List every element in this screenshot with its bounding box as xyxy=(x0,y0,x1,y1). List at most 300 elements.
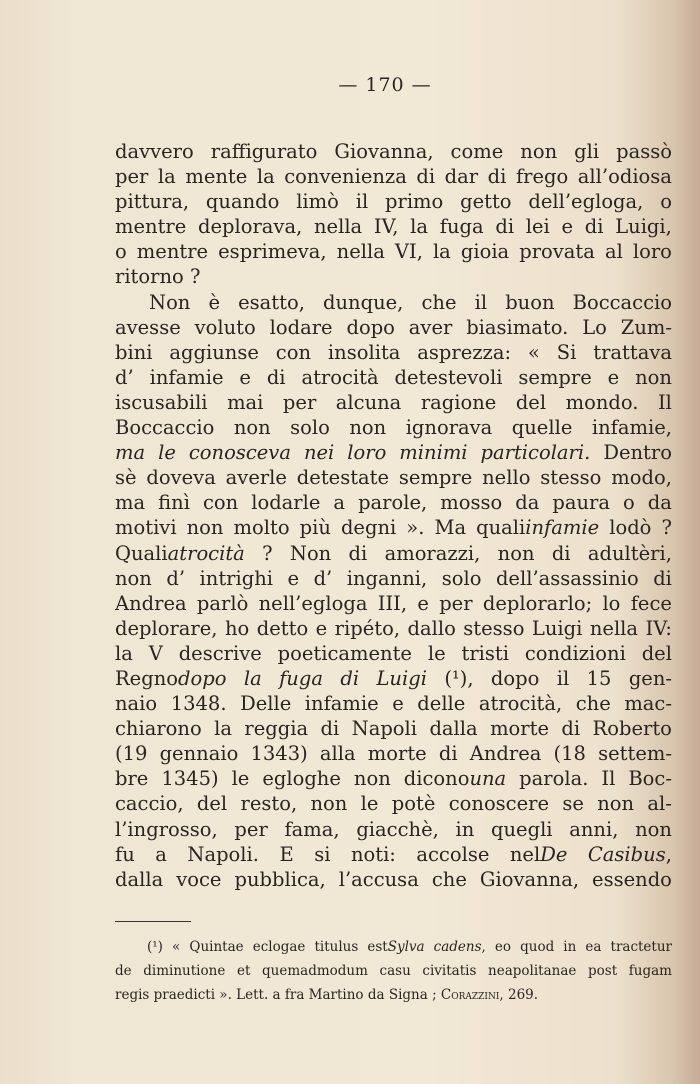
word-group xyxy=(211,139,318,164)
word: quemadmodum xyxy=(262,963,368,979)
word: eclogae xyxy=(252,939,306,955)
word: noti: xyxy=(350,842,396,866)
small-caps-text: Corazzini xyxy=(440,987,500,1003)
word: Sylva xyxy=(387,939,425,955)
word-group xyxy=(115,741,147,766)
word-group xyxy=(597,791,634,816)
word-group xyxy=(439,741,458,766)
word-group xyxy=(658,390,672,415)
word: gli xyxy=(574,140,600,163)
word: degni xyxy=(340,516,397,540)
word-group xyxy=(226,465,287,490)
word-group xyxy=(421,290,456,315)
word-group xyxy=(623,490,635,515)
word-group xyxy=(410,214,428,239)
word: dopo xyxy=(346,315,395,339)
word-group xyxy=(602,591,620,616)
word: la xyxy=(157,165,176,189)
word: « xyxy=(172,939,181,955)
word-group xyxy=(409,315,453,340)
word: accolse xyxy=(416,842,490,866)
word-group xyxy=(356,817,439,842)
word: e xyxy=(607,365,620,389)
word: d’ xyxy=(115,365,134,389)
word: alla xyxy=(319,742,356,766)
word: parola. xyxy=(519,767,589,791)
word-group xyxy=(115,791,184,816)
word: (18 xyxy=(553,742,586,766)
word-group xyxy=(189,935,243,959)
word-group xyxy=(552,541,571,566)
word-group xyxy=(526,214,550,239)
word-group xyxy=(480,867,579,892)
word-group xyxy=(593,716,672,741)
word: esprimeva, xyxy=(218,240,327,264)
word-group xyxy=(234,415,271,440)
word-group xyxy=(310,791,347,816)
word: particolari. xyxy=(480,441,591,465)
word: Non xyxy=(149,290,191,314)
word: limò xyxy=(296,190,339,214)
word: mosso xyxy=(440,491,503,515)
word-group xyxy=(115,616,218,641)
word-group xyxy=(479,691,562,716)
word: deplorava, xyxy=(198,215,303,239)
word: di xyxy=(495,215,515,239)
word-group xyxy=(621,315,672,340)
word-group xyxy=(160,741,239,766)
word-group xyxy=(115,365,134,390)
word: dallo xyxy=(407,616,456,640)
word: casu xyxy=(379,963,411,979)
word-group xyxy=(115,566,152,591)
word: quelle xyxy=(511,416,573,440)
word: avesse xyxy=(115,315,181,339)
word-group xyxy=(335,616,400,641)
word-group xyxy=(525,641,626,666)
word-group xyxy=(598,741,672,766)
word-group xyxy=(354,766,391,791)
word: quegli xyxy=(491,817,553,841)
word-group xyxy=(460,189,511,214)
word-group xyxy=(367,935,424,959)
word: biasimato. xyxy=(466,315,569,339)
word: una xyxy=(469,767,507,791)
word: e xyxy=(315,616,328,640)
word: di xyxy=(416,165,436,189)
word-group xyxy=(394,365,502,390)
word-group xyxy=(297,465,389,490)
word: IV: xyxy=(645,616,672,640)
word-group xyxy=(166,566,185,591)
word: a xyxy=(333,491,346,515)
word-group xyxy=(380,959,411,983)
word-group xyxy=(146,465,215,490)
word-group xyxy=(238,290,305,315)
word: sempre xyxy=(518,365,592,389)
word-group xyxy=(115,164,148,189)
word: infamie xyxy=(149,365,224,389)
word: non xyxy=(115,566,152,590)
word-group xyxy=(262,541,272,566)
word: all’odiosa xyxy=(577,165,672,189)
word-group xyxy=(408,616,456,641)
word: getto xyxy=(460,190,512,214)
text-line xyxy=(115,164,672,189)
word-group xyxy=(115,139,194,164)
word-group xyxy=(516,390,546,415)
text-line xyxy=(115,239,672,264)
word: de xyxy=(115,963,132,979)
word: non xyxy=(635,365,672,389)
word-group xyxy=(115,867,163,892)
word-group xyxy=(562,214,574,239)
word: Luigi, xyxy=(615,215,672,239)
word-group xyxy=(461,239,509,264)
word-group xyxy=(416,164,435,189)
word: mentre xyxy=(115,215,187,239)
word: dicono xyxy=(403,767,470,791)
word: e xyxy=(287,566,300,590)
word-group xyxy=(206,189,279,214)
word-group xyxy=(115,315,181,340)
word: aggiunse xyxy=(169,340,259,364)
word-group xyxy=(158,164,176,189)
word: di xyxy=(487,165,507,189)
word-group xyxy=(433,239,451,264)
word: morte xyxy=(367,742,427,766)
word: che xyxy=(431,867,467,891)
word-group xyxy=(520,935,554,959)
word: ho xyxy=(224,616,250,640)
word: di xyxy=(551,541,571,565)
word: fuga xyxy=(279,666,323,690)
word-group xyxy=(540,465,601,490)
footnote-line xyxy=(115,983,672,1007)
word-group xyxy=(642,641,672,666)
word-group xyxy=(417,691,465,716)
word: Delle xyxy=(240,692,292,716)
word-group xyxy=(283,390,316,415)
text-line xyxy=(115,415,672,440)
word-group xyxy=(259,591,368,616)
word-group xyxy=(115,716,202,741)
word: ma xyxy=(115,441,146,465)
word-group xyxy=(566,390,639,415)
word-group xyxy=(605,239,623,264)
word-group xyxy=(257,164,275,189)
word-group xyxy=(593,340,672,365)
word: o xyxy=(623,491,635,515)
word: lodò xyxy=(609,516,652,540)
word-group xyxy=(185,164,247,189)
word-group xyxy=(491,666,539,691)
text-line xyxy=(115,365,672,390)
text-line xyxy=(115,691,672,716)
word: il xyxy=(556,666,570,690)
word-group xyxy=(406,415,493,440)
word-group xyxy=(340,666,359,691)
footnote-line xyxy=(115,935,672,959)
word-group xyxy=(284,817,339,842)
word: V xyxy=(148,641,163,665)
word: Lo xyxy=(582,315,607,339)
word: buon xyxy=(505,290,555,314)
word-group xyxy=(582,315,607,340)
text-line xyxy=(115,315,672,340)
word: loro xyxy=(347,441,387,465)
word-group xyxy=(143,959,225,983)
word: Luigi xyxy=(531,616,583,640)
word: ma xyxy=(115,491,146,515)
word-group xyxy=(149,290,190,315)
word-group xyxy=(404,766,506,791)
word: nell’egloga xyxy=(258,591,368,615)
word-group xyxy=(449,791,549,816)
word-group xyxy=(239,365,251,390)
word-group xyxy=(588,842,672,867)
word: adultèri, xyxy=(587,541,672,565)
word: pubblica, xyxy=(234,867,326,891)
word: trattava xyxy=(593,340,672,364)
word-group xyxy=(505,290,554,315)
word: 1348. xyxy=(170,692,227,716)
word-group xyxy=(392,791,436,816)
word: Quali xyxy=(115,541,168,565)
word: giacchè, xyxy=(356,817,439,841)
word-group xyxy=(301,365,378,390)
word: infamie xyxy=(525,516,600,540)
word-group xyxy=(305,691,379,716)
word: dell’egloga, xyxy=(528,190,644,214)
word-group xyxy=(445,164,478,189)
word-group xyxy=(635,365,672,390)
text-line xyxy=(115,490,672,515)
word-group xyxy=(284,164,407,189)
page-number: — 170 — xyxy=(338,74,432,96)
word-group xyxy=(314,935,358,959)
word-group xyxy=(278,641,412,666)
word: sè xyxy=(115,466,137,490)
word-group xyxy=(172,935,180,959)
word-group xyxy=(512,415,573,440)
word-group xyxy=(417,340,511,365)
word: (19 xyxy=(115,742,148,766)
word: dopo xyxy=(490,666,540,690)
word: passò xyxy=(616,140,672,163)
word-group xyxy=(576,691,611,716)
word-group xyxy=(434,935,486,959)
word: infamie xyxy=(304,692,379,716)
word-group xyxy=(234,817,267,842)
word: più xyxy=(299,516,331,540)
word-group xyxy=(296,189,339,214)
word: ? xyxy=(661,516,672,540)
word-group xyxy=(609,515,651,540)
word-group xyxy=(328,340,400,365)
text-line xyxy=(115,867,672,892)
word: Casibus xyxy=(587,842,666,866)
word-group xyxy=(552,490,610,515)
word-group xyxy=(592,867,672,892)
word-group xyxy=(257,616,308,641)
word: esatto, xyxy=(238,290,305,314)
word-group xyxy=(158,490,190,515)
word: è xyxy=(208,290,221,314)
word: cadens xyxy=(433,939,482,955)
word-group xyxy=(244,666,262,691)
word-group xyxy=(200,566,273,591)
word-group xyxy=(225,616,249,641)
word-group xyxy=(515,490,539,515)
word-group xyxy=(495,935,511,959)
text-line xyxy=(115,440,672,465)
word-group xyxy=(616,139,672,164)
word: nella xyxy=(313,215,363,239)
word-group xyxy=(456,817,475,842)
word-group xyxy=(646,616,672,641)
word: bre xyxy=(115,767,149,791)
word: 15 xyxy=(586,666,612,690)
word-group xyxy=(115,842,135,867)
word-group xyxy=(279,842,293,867)
word-group xyxy=(385,541,481,566)
word: (¹) xyxy=(147,939,163,955)
word-group xyxy=(528,189,643,214)
word-group xyxy=(574,139,599,164)
word: la xyxy=(410,215,429,239)
word: parlò xyxy=(196,591,249,615)
word: resto, xyxy=(240,792,298,816)
word-group xyxy=(356,189,368,214)
word-group xyxy=(476,515,599,540)
word: quod xyxy=(520,939,555,955)
word-group xyxy=(279,666,323,691)
word: non xyxy=(349,416,387,440)
word: delle xyxy=(417,692,466,716)
word: di xyxy=(348,541,368,565)
word-group xyxy=(244,716,308,741)
word-group xyxy=(608,365,620,390)
word: di xyxy=(266,365,286,389)
word-group xyxy=(378,591,407,616)
word: 1345) xyxy=(161,767,219,791)
word-group xyxy=(592,415,672,440)
word: conoscere xyxy=(448,792,550,816)
word-group xyxy=(585,214,604,239)
word: motivi xyxy=(115,516,177,540)
text-line xyxy=(115,390,672,415)
word: e xyxy=(561,215,574,239)
word: civitatis xyxy=(422,963,477,979)
word: morte xyxy=(490,717,549,741)
word: nella xyxy=(589,616,639,640)
word: atrocità xyxy=(301,365,379,389)
word-group xyxy=(115,766,148,791)
word-group xyxy=(573,290,672,315)
text-segment: ritorno ? xyxy=(115,265,201,289)
word: reggia xyxy=(244,717,309,741)
word-group xyxy=(482,465,530,490)
word-group xyxy=(149,641,163,666)
word-group xyxy=(208,290,220,315)
word: pittura, xyxy=(115,190,190,214)
word: fu xyxy=(115,842,135,866)
word: mai xyxy=(227,390,264,414)
footnote xyxy=(115,935,672,1007)
word-group xyxy=(416,842,489,867)
word-group xyxy=(262,766,341,791)
word: non xyxy=(497,541,535,565)
text-line xyxy=(115,566,672,591)
word: post xyxy=(588,963,618,979)
word: d’ xyxy=(166,566,186,590)
word-group xyxy=(150,365,224,390)
word: (¹), xyxy=(444,666,474,690)
word: lodarle xyxy=(251,491,321,515)
word: Il xyxy=(657,390,672,414)
word-group xyxy=(603,440,672,465)
word-group xyxy=(339,867,419,892)
word: titulus xyxy=(314,939,359,955)
word-group xyxy=(633,239,672,264)
word-group xyxy=(399,465,472,490)
word: le xyxy=(158,441,176,465)
text-line xyxy=(115,515,672,540)
word-group xyxy=(214,716,232,741)
word: di xyxy=(561,717,581,741)
word-group xyxy=(629,666,672,691)
word: naio xyxy=(115,692,158,716)
word: condizioni xyxy=(524,641,626,665)
word: 1343) xyxy=(250,742,308,766)
word: III, xyxy=(377,591,408,615)
word: VI, xyxy=(394,240,423,264)
word-group xyxy=(463,616,524,641)
word: dunque, xyxy=(323,290,404,314)
word: lei xyxy=(525,215,550,239)
text-line xyxy=(115,641,672,666)
word: detto xyxy=(256,616,309,640)
word: dalla xyxy=(115,867,164,891)
word: per xyxy=(115,165,149,189)
word: fece xyxy=(630,591,672,615)
word: l’ingrosso, xyxy=(115,817,218,841)
word-group xyxy=(629,959,672,983)
word-group xyxy=(628,766,672,791)
word-group xyxy=(333,490,345,515)
word: chiarono xyxy=(115,717,202,741)
word: stesso xyxy=(540,466,602,490)
word-group xyxy=(115,239,127,264)
word: iscusabili xyxy=(115,390,208,414)
word-group xyxy=(483,591,592,616)
word: amorazzi, xyxy=(384,541,481,565)
word-group xyxy=(615,214,672,239)
word: frego xyxy=(515,165,569,189)
word: lodare xyxy=(269,315,333,339)
word: ». xyxy=(406,516,425,540)
footnote-line xyxy=(115,959,672,983)
word: Boccaccio xyxy=(572,290,672,314)
word-group xyxy=(647,791,671,816)
word-group xyxy=(237,959,250,983)
word-group xyxy=(115,415,214,440)
word: Roberto xyxy=(592,717,672,741)
word-group xyxy=(461,641,508,666)
word: del xyxy=(515,390,547,414)
word-group xyxy=(115,641,133,666)
